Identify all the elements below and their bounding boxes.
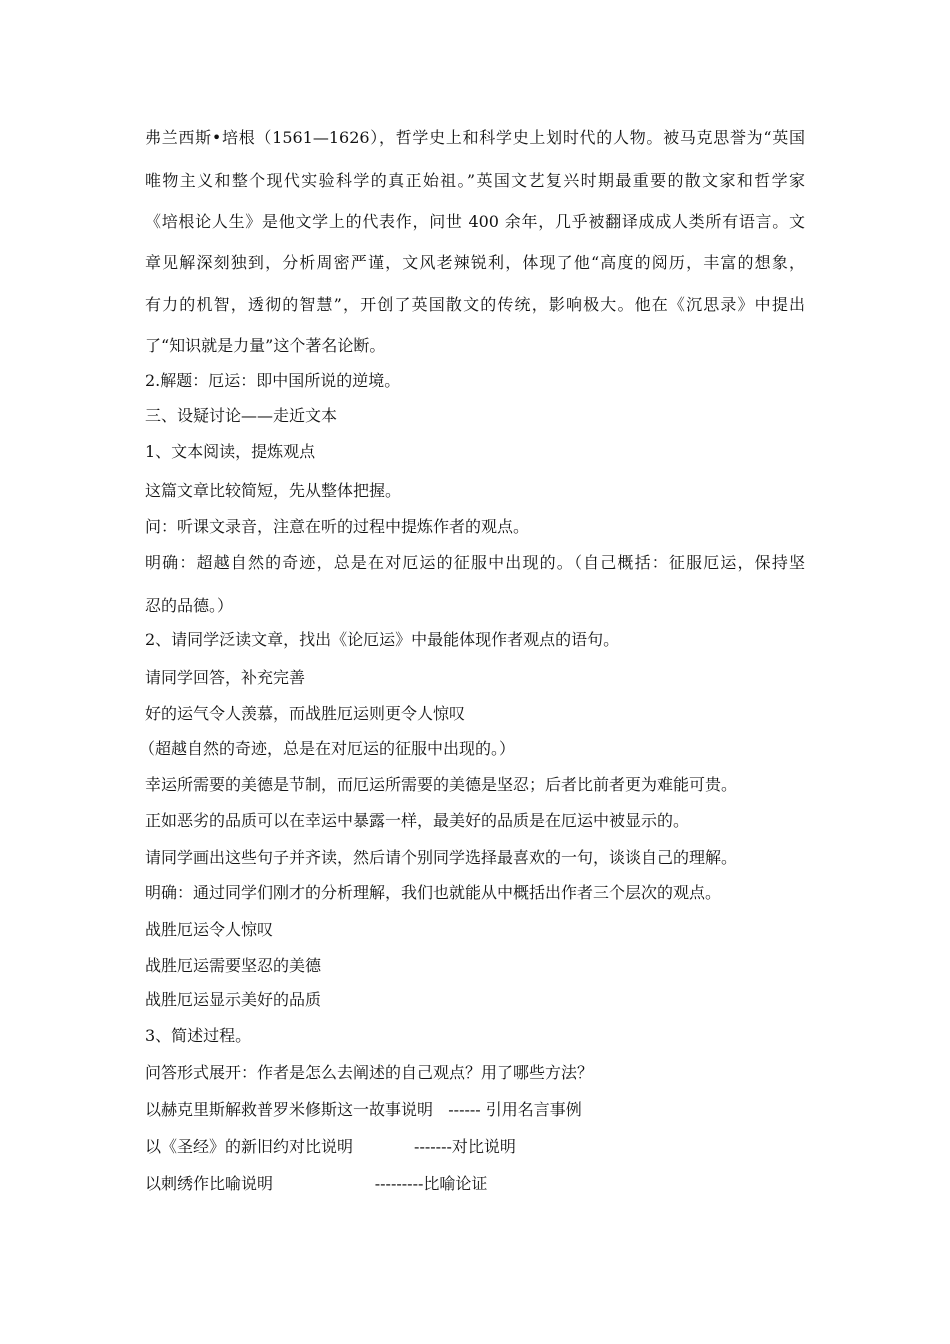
text-line: 唯物主义和整个现代实验科学的真正始祖。”英国文艺复兴时期最重要的散文家和哲学家 [145,171,805,190]
text-line: 请同学画出这些句子并齐读，然后请个别同学选择最喜欢的一句，谈谈自己的理解。 [145,848,738,867]
quote-line: （超越自然的奇迹，总是在对厄运的征服中出现的。） [139,739,516,758]
text-line: 请同学回答，补充完善 [145,668,306,687]
text-line: 问答形式展开：作者是怎么去阐述的自己观点？用了哪些方法？ [145,1063,594,1082]
text-line: 了“知识就是力量”这个著名论断。 [145,336,386,355]
section-heading: 三、设疑讨论——走近文本 [145,406,338,425]
method-line: 以赫克里斯解救普罗米修斯这一故事说明 ------ 引用名言事例 [145,1100,582,1119]
viewpoint-line: 战胜厄运令人惊叹 [145,920,274,939]
quote-line: 好的运气令人羡慕，而战胜厄运则更令人惊叹 [145,704,466,723]
subsection-heading: 1、文本阅读，提炼观点 [145,442,316,461]
text-line: 明确：超越自然的奇迹，总是在对厄运的征服中出现的。（自己概括：征服厄运，保持坚 [145,553,805,572]
quote-line: 正如恶劣的品质可以在幸运中暴露一样，最美好的品质是在厄运中被显示的。 [145,811,690,830]
viewpoint-line: 战胜厄运需要坚忍的美德 [145,956,322,975]
text-line: 弗兰西斯•培根（1561—1626），哲学史上和科学史上划时代的人物。被马克思誉为“英国 [145,128,805,147]
text-line: 《培根论人生》是他文学上的代表作，问世 400 余年，几乎被翻译成成人类所有语言。文 [145,212,805,231]
quote-line: 幸运所需要的美德是节制，而厄运所需要的美德是坚忍；后者比前者更为难能可贵。 [145,775,738,794]
method-line: 以刺绣作比喻说明 ---------比喻论证 [145,1174,488,1193]
subsection-heading: 2、请同学泛读文章，找出《论厄运》中最能体现作者观点的语句。 [145,630,620,649]
text-line: 问：听课文录音，注意在听的过程中提炼作者的观点。 [145,517,530,536]
method-line: 以《圣经》的新旧约对比说明 -------对比说明 [145,1137,516,1156]
text-line: 这篇文章比较简短，先从整体把握。 [145,481,402,500]
text-line: 明确：通过同学们刚才的分析理解，我们也就能从中概括出作者三个层次的观点。 [145,883,722,902]
text-line: 章见解深刻独到，分析周密严谨，文风老辣锐利，体现了他“高度的阅历，丰富的想象， [145,253,805,272]
text-line: 2.解题：厄运：即中国所说的逆境。 [145,371,401,390]
text-line: 有力的机智，透彻的智慧”，开创了英国散文的传统，影响极大。他在《沉思录》中提出 [145,295,805,314]
viewpoint-line: 战胜厄运显示美好的品质 [145,990,322,1009]
subsection-heading: 3、简述过程。 [145,1026,252,1045]
text-line: 忍的品德。） [145,596,234,615]
